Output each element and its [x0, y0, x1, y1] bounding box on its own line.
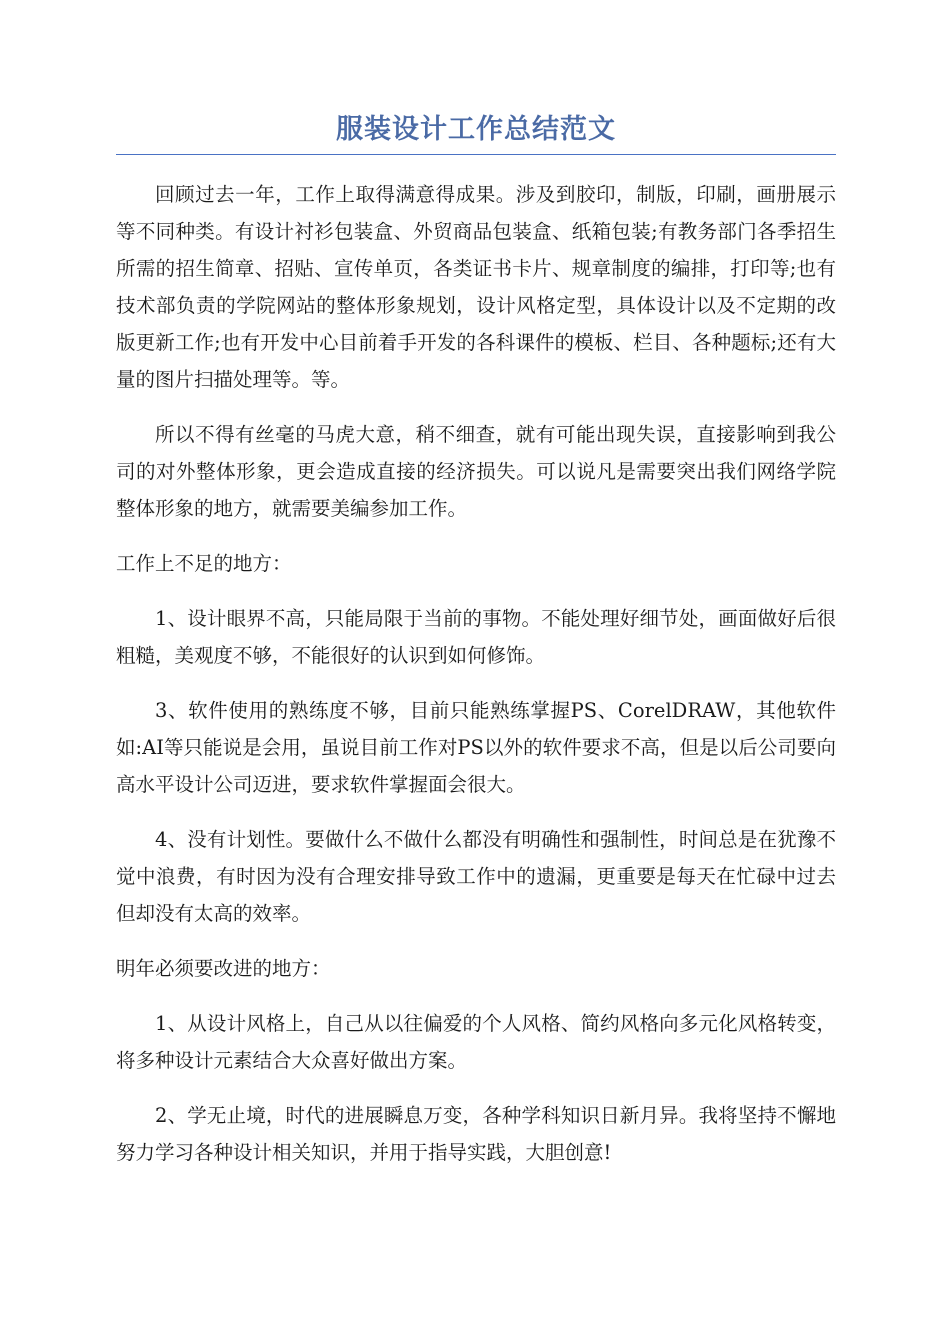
paragraph-intro: 回顾过去一年，工作上取得满意得成果。涉及到胶印，制版，印刷，画册展示等不同种类。有设计衬衫包装盒、外贸商品包装盒、纸箱包装;有教务部门各季招生所需的招生简章、招贴、宣传单页，各类证书卡片、规章制度的编排，打印等;也有技术部负责的学院网站的整体形象规划，设计风格定型，具体设计以及不定期的改版更新工作;也有开发中心目前着手开发的各科课件的模板、栏目、各种题标;还有大量的图片扫描处理等。等。 [116, 183, 836, 391]
list-item-improvement: 2、学无止境，时代的进展瞬息万变，各种学科知识日新月异。我将坚持不懈地努力学习各种设计相关知识，并用于指导实践，大胆创意! [116, 1104, 836, 1164]
section-heading-shortcomings: 工作上不足的地方： [116, 552, 292, 575]
list-item-shortcoming: 3、软件使用的熟练度不够，目前只能熟练掌握PS、CorelDRAW，其他软件如:AI等只能说是会用，虽说目前工作对PS以外的软件要求不高，但是以后公司要向高水平设计公司迈进，要求软件掌握面会很大。 [116, 699, 836, 796]
section-heading-improvements: 明年必须要改进的地方： [116, 957, 331, 980]
paragraph-caution: 所以不得有丝毫的马虎大意，稍不细查，就有可能出现失误，直接影响到我公司的对外整体形象，更会造成直接的经济损失。可以说凡是需要突出我们网络学院整体形象的地方，就需要美编参加工作。 [116, 423, 836, 520]
list-item-shortcoming: 4、没有计划性。要做什么不做什么都没有明确性和强制性，时间总是在犹豫不觉中浪费，有时因为没有合理安排导致工作中的遗漏，更重要是每天在忙碌中过去但却没有太高的效率。 [116, 828, 836, 925]
document-page [116, 112, 836, 1189]
list-item-shortcoming: 1、设计眼界不高，只能局限于当前的事物。不能处理好细节处，画面做好后很粗糙，美观度不够，不能很好的认识到如何修饰。 [116, 607, 836, 667]
list-item-improvement: 1、从设计风格上，自己从以往偏爱的个人风格、简约风格向多元化风格转变，将多种设计元素结合大众喜好做出方案。 [116, 1012, 836, 1072]
document-body [116, 176, 836, 1171]
document-title: 服装设计工作总结范文 [116, 112, 836, 155]
